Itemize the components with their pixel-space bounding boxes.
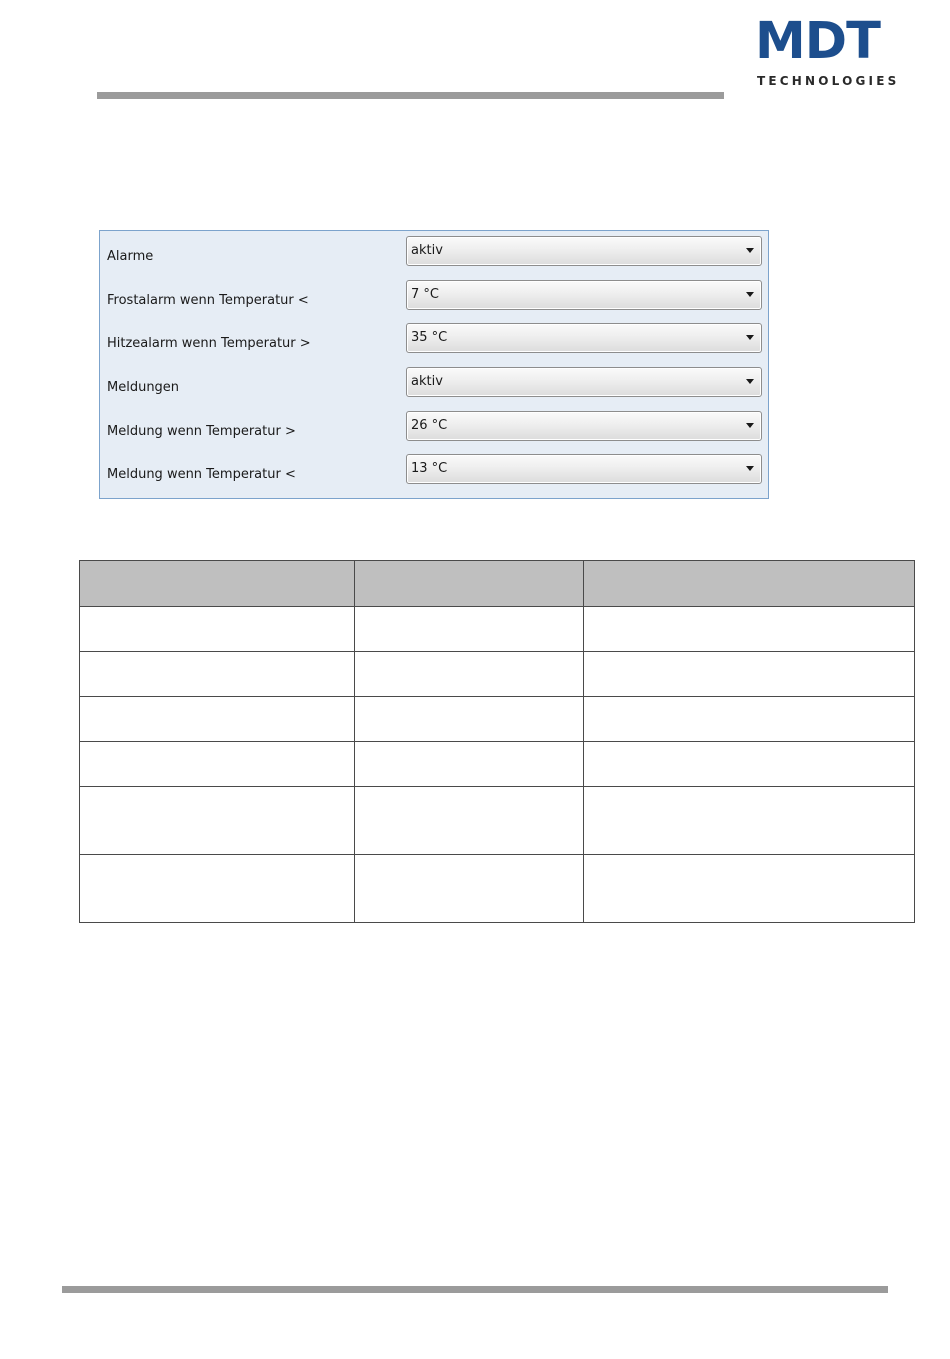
param-label: Meldung wenn Temperatur >	[107, 424, 296, 439]
table-cell	[355, 607, 584, 652]
mdt-logo	[755, 12, 900, 92]
param-label: Meldungen	[107, 380, 180, 395]
table-row	[80, 607, 915, 652]
table-row	[80, 742, 915, 787]
table-cell	[355, 652, 584, 697]
param-label: Meldung wenn Temperatur <	[107, 467, 296, 482]
select-value: 7 °C	[411, 287, 439, 302]
table-cell	[584, 855, 915, 923]
footer-rule	[62, 1286, 888, 1293]
select-value: aktiv	[411, 374, 443, 389]
frostalarm-select[interactable]	[406, 280, 762, 310]
table-row	[80, 855, 915, 923]
parameter-panel	[99, 230, 769, 499]
param-row-alarme	[100, 243, 768, 281]
table-cell	[80, 607, 355, 652]
chevron-down-icon	[746, 423, 754, 428]
table-row	[80, 697, 915, 742]
table-cell	[355, 742, 584, 787]
chevron-down-icon	[746, 335, 754, 340]
table-cell	[584, 697, 915, 742]
parameter-table	[79, 560, 915, 923]
table-cell	[355, 787, 584, 855]
param-row-meldung-tief	[100, 461, 768, 499]
select-value: aktiv	[411, 243, 443, 258]
meldungen-select[interactable]	[406, 367, 762, 397]
table-cell	[584, 607, 915, 652]
param-label: Frostalarm wenn Temperatur <	[107, 293, 309, 308]
param-label: Alarme	[107, 249, 154, 264]
table-cell	[584, 742, 915, 787]
chevron-down-icon	[746, 466, 754, 471]
table-header-cell	[80, 561, 355, 607]
select-value: 26 °C	[411, 418, 448, 433]
meldung-hoch-select[interactable]	[406, 411, 762, 441]
table-cell	[80, 652, 355, 697]
meldung-tief-select[interactable]	[406, 454, 762, 484]
logo-wordmark: MDT	[755, 12, 880, 71]
chevron-down-icon	[746, 248, 754, 253]
param-row-frostalarm	[100, 287, 768, 325]
alarme-select[interactable]	[406, 236, 762, 266]
header-rule	[97, 92, 724, 99]
hitzealarm-select[interactable]	[406, 323, 762, 353]
table-row	[80, 652, 915, 697]
table-cell	[355, 697, 584, 742]
chevron-down-icon	[746, 379, 754, 384]
table-header-cell	[355, 561, 584, 607]
table-cell	[584, 787, 915, 855]
table-cell	[80, 742, 355, 787]
param-row-meldungen	[100, 374, 768, 412]
table-header-cell	[584, 561, 915, 607]
table-cell	[80, 855, 355, 923]
table-cell	[80, 787, 355, 855]
table-cell	[355, 855, 584, 923]
param-row-meldung-hoch	[100, 418, 768, 456]
logo-tagline: TECHNOLOGIES	[757, 74, 900, 88]
table-cell	[80, 697, 355, 742]
select-value: 35 °C	[411, 330, 448, 345]
table-header-row	[80, 561, 915, 607]
chevron-down-icon	[746, 292, 754, 297]
table-cell	[584, 652, 915, 697]
param-label: Hitzealarm wenn Temperatur >	[107, 336, 311, 351]
table-row	[80, 787, 915, 855]
param-row-hitzealarm	[100, 330, 768, 368]
select-value: 13 °C	[411, 461, 448, 476]
